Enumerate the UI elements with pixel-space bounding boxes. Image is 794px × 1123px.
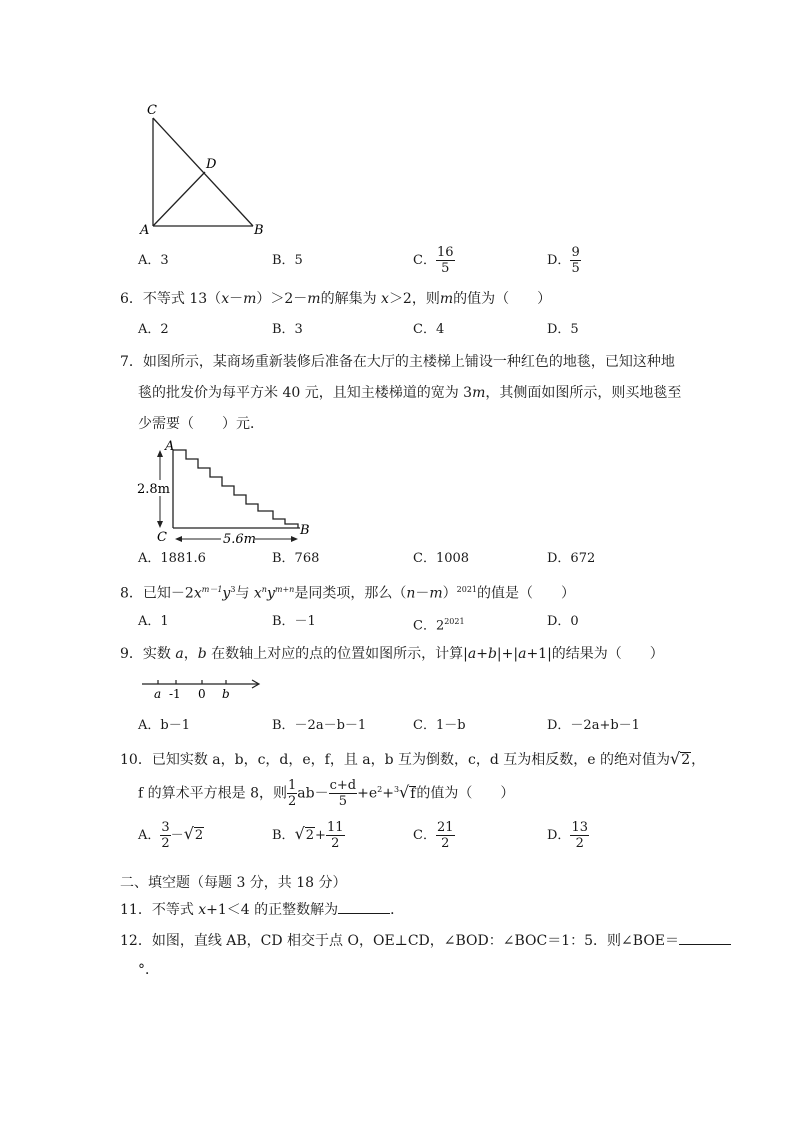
q8-option-d: D．0 [547,614,579,629]
q7-line-3: 少需要（ ）元． [138,416,264,432]
var-x: x [253,585,262,602]
var-m: m [472,385,486,401]
q9-text: + [476,646,488,662]
var-x: x [221,291,230,307]
q6-option-b: B．3 [272,322,303,337]
q10-text: f 的算术平方根是 8，则 [138,785,287,802]
var-a: a [175,646,184,662]
section-heading: 二、填空题（每题 3 分，共 18 分） [120,875,347,891]
q10-option-d [547,820,589,851]
sqrt-radicand: 2 [194,828,204,843]
var-m: m [307,291,321,307]
frac-num: 13 [571,820,588,835]
frac-num: 3 [161,820,170,835]
q8-text: ） [442,585,457,602]
q8-text: 的值是（ ） [477,585,575,602]
q6-text: ）＞2－ [256,291,308,307]
q8-text: － [415,585,430,602]
q11-text: +1＜4 的正整数解为 [206,902,339,918]
axis-label-minus-one: -1 [169,687,181,701]
frac-num: 16 [436,245,454,260]
var-b: b [487,646,497,662]
exponent: m－1 [201,585,223,594]
q10-text: － [170,828,184,843]
label-c: C [147,103,157,118]
q11-text: ． [390,902,405,918]
frac-den: 2 [288,794,297,809]
frac-num: 9 [571,245,580,260]
frac-num: 21 [436,820,454,835]
triangle-figure [135,100,275,240]
q8-text: 8．已知－2 [120,585,194,602]
q6-option-c: C．4 [413,322,445,337]
answer-blank[interactable] [679,930,731,945]
q7-text: 毯的批发价为每平方米 40 元，且知主楼梯道的宽为 3 [138,385,473,401]
axis-label-zero: 0 [198,687,206,701]
q7-option-d: D．672 [547,551,596,566]
q6-option-d: D．5 [547,322,579,337]
q5-option-c-label: C． [413,253,436,268]
q9-option-d: D．－2a+b－1 [547,718,640,733]
q5-option-c [413,245,455,276]
q10-text: +e [357,785,378,802]
exponent: n [261,585,267,594]
var-a: a [467,646,477,662]
label-b: B [300,523,310,538]
q9-option-a: A．b－1 [138,718,190,733]
var-n: n [406,585,416,602]
exponent: 3 [230,585,236,594]
q8-option-c [413,613,465,635]
q7-option-b: B．768 [272,551,320,566]
q12-line-1 [120,930,731,951]
frac-num: 11 [326,820,344,835]
var-m: m [439,291,454,307]
q6-option-a: A．2 [138,322,169,337]
label-b: B [254,223,264,238]
q10-text: + [382,785,394,802]
q11-stem [120,899,404,920]
q8-option-c-label: C．2 [413,618,445,634]
q7-option-c: C．1008 [413,551,470,566]
q8-option-a: A．1 [138,614,169,629]
q10-text: 10．已知实数 a，b，c，d，e，f，且 a，b 互为倒数，c，d 互为相反数，e 的绝对值为 [120,752,671,768]
q9-option-c: C．1－b [413,718,466,733]
exponent: 2 [377,784,383,794]
q9-text: ， [183,646,198,662]
sqrt-radicand: f [410,785,416,802]
frac-num: c+d [329,778,357,793]
q10-line-1: 10．已知实数 a，b，c，d，e，f，且 a，b 互为倒数，c，d 互为相反数，e 的绝对值为√2， [120,749,706,768]
frac-den: 2 [575,836,584,851]
q8-option-b: B．－1 [272,614,316,629]
label-c: C [157,530,167,545]
q8-text: 与 [235,585,254,602]
q10-option-c-label: C． [413,828,436,843]
axis-label-b: b [222,687,230,701]
q6-text: 的解集为 [320,291,382,307]
q5-option-d-label: D． [547,253,571,268]
exponent: 2021 [444,617,465,626]
height-label: 2.8m [137,482,171,497]
q9-stem [120,644,664,664]
exponent: 2021 [456,585,477,594]
q8-text: 是同类项，那么（ [294,585,407,602]
q5-option-b: B．5 [272,253,303,268]
label-d: D [206,157,217,172]
q9-text: +1|的结果为（ ） [526,646,664,662]
q8-stem [120,580,575,604]
q10-text: 的值为（ ） [416,785,515,802]
answer-blank[interactable] [338,899,390,914]
frac-den: 2 [441,836,450,851]
frac-den: 2 [161,836,170,851]
frac-den: 5 [441,261,450,276]
var-m: m [243,291,257,307]
var-y: y [266,585,275,602]
exponent: m+n [274,585,295,594]
q9-option-b: B．－2a－b－1 [272,718,367,733]
frac-den: 2 [331,836,340,851]
q7-text: ，其侧面如图所示，则买地毯至 [485,385,682,401]
sqrt-radicand: 2 [305,828,315,843]
q6-text: 不等式 13（ [142,291,222,307]
q11-text: 11．不等式 [120,902,199,918]
q10-option-a: A． $\frac{3}{2}$ －√2 [138,820,204,851]
q10-option-b-label: B． [272,828,295,843]
q10-option-c [413,820,455,851]
frac-den: 5 [338,794,347,809]
root-index: 3 [393,784,400,794]
axis-label-a: a [154,687,162,701]
frac-den: 5 [571,261,580,276]
var-b: b [197,646,207,662]
q9-text: 9．实数 [120,646,176,662]
var-x: x [193,585,202,602]
q10-text: － [314,785,329,802]
q12-text: 12．如图，直线 AB，CD 相交于点 O，OE⊥CD，∠BOD：∠BOC＝1：5．则∠BOE＝ [120,933,680,949]
q6-stem [120,289,551,309]
q6-text: － [229,291,244,307]
q9-text: 在数轴上对应的点的位置如图所示，计算| [206,646,468,662]
q10-option-b: B．√2+ $\frac{11}{2}$ [272,820,344,851]
q10-option-a-label: A． [138,828,161,843]
q10-text: ， [691,752,706,768]
var-a: a [518,646,527,662]
label-a: A [165,439,175,454]
q10-text: ab [297,785,315,802]
q7-line-1: 7．如图所示，某商场重新装修后准备在大厅的主楼梯上铺设一种红色的地毯，已知这种地 [120,354,675,370]
q6-number: 6． [120,291,143,307]
q7-line-2 [138,383,681,403]
q6-text: ＞2，则 [388,291,440,307]
q10-option-d-label: D． [547,828,571,843]
label-a: A [140,223,150,238]
q10-line-2: f 的算术平方根是 8，则 $\frac{1}{2}$ ab－ $\frac{c+d}{5}$ $+e^2+^3√f$的值为（ ） [138,778,515,809]
var-m: m [429,585,443,602]
var-x: x [198,902,207,918]
var-y: y [222,585,231,602]
q9-text: |+| [496,646,519,662]
number-line [140,674,270,704]
width-label: 5.6m [223,532,257,547]
var-x: x [381,291,389,307]
q6-text: 的值为（ ） [453,291,552,307]
q7-option-a: A．1881.6 [138,551,206,566]
staircase-figure [135,438,320,550]
frac-num: 1 [288,778,297,793]
q10-text: + [315,828,326,843]
sqrt-radicand: 2 [681,752,691,768]
q5-option-a: A．3 [138,253,169,268]
q5-option-d [547,245,581,276]
q12-line-2: °． [138,962,159,978]
